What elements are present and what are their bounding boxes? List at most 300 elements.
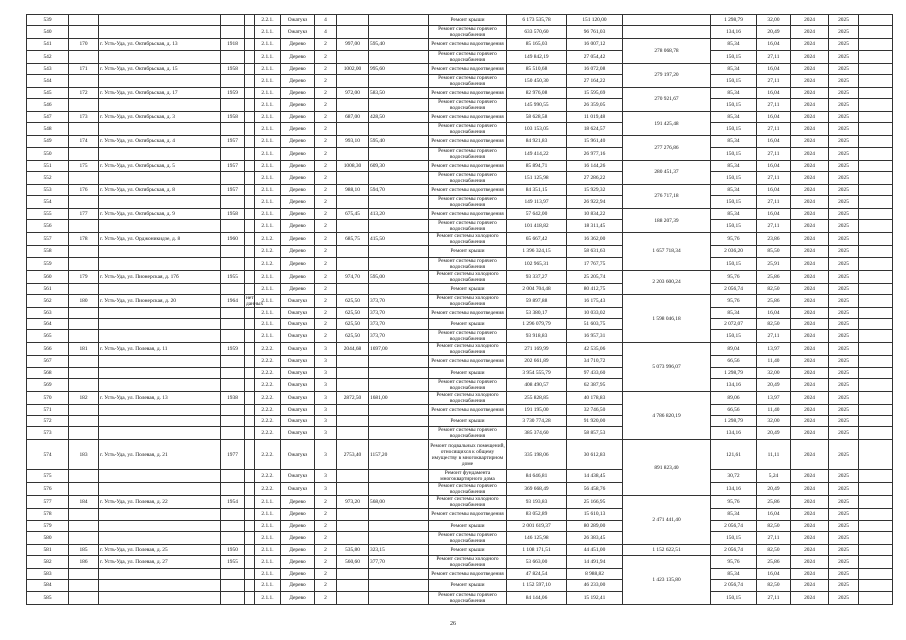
floors: 2 bbox=[315, 50, 337, 63]
total-area bbox=[337, 483, 369, 496]
cost-share: 96 761,03 bbox=[567, 26, 623, 39]
unit-limit: 27,11 bbox=[757, 220, 791, 233]
house-total: 5 073 996,07 bbox=[623, 343, 711, 392]
year-end: 2025 bbox=[829, 440, 859, 470]
living-area bbox=[369, 378, 429, 391]
extra-note bbox=[245, 123, 255, 136]
year-end: 2025 bbox=[829, 496, 859, 509]
address: г. Усть-Уда, ул. Орджоникидзе, д. 8 bbox=[99, 233, 221, 246]
table-row bbox=[27, 544, 893, 555]
building-number bbox=[69, 404, 99, 415]
wall-material: Дерево bbox=[281, 99, 315, 112]
unit-limit: 20,49 bbox=[757, 378, 791, 391]
row-number: 550 bbox=[27, 147, 69, 160]
building-number: 177 bbox=[69, 209, 99, 220]
year-end: 2025 bbox=[829, 99, 859, 112]
extra-note bbox=[245, 87, 255, 98]
unit-limit: 16,04 bbox=[757, 136, 791, 147]
page-number: 26 bbox=[450, 621, 456, 627]
work-code: 2.1.1. bbox=[255, 209, 281, 220]
row-number: 541 bbox=[27, 39, 69, 50]
trailing-cell bbox=[859, 220, 893, 233]
year-start: 2024 bbox=[791, 427, 829, 440]
table-row bbox=[27, 112, 893, 123]
build-year bbox=[221, 99, 245, 112]
unit-cost: 134,16 bbox=[711, 26, 757, 39]
row-number: 544 bbox=[27, 74, 69, 87]
trailing-cell bbox=[859, 343, 893, 356]
row-number: 561 bbox=[27, 283, 69, 294]
year-start: 2024 bbox=[791, 356, 829, 367]
cost-share: 15 610,13 bbox=[567, 509, 623, 520]
work-cost: 82 976,08 bbox=[507, 87, 567, 98]
work-cost: 3 954 555,79 bbox=[507, 367, 567, 378]
cost-share: 16 957,31 bbox=[567, 330, 623, 343]
year-end: 2025 bbox=[829, 520, 859, 531]
address: г. Усть-Уда, ул. Октябрьская, д. 3 bbox=[99, 112, 221, 123]
total-area bbox=[337, 569, 369, 580]
building-number bbox=[69, 520, 99, 531]
floors: 2 bbox=[315, 74, 337, 87]
trailing-cell bbox=[859, 404, 893, 415]
work-cost: 335 198,06 bbox=[507, 440, 567, 470]
building-number bbox=[69, 591, 99, 604]
work-cost: 93 918,83 bbox=[507, 330, 567, 343]
address: г. Усть-Уда, ул. Октябрьская, д. 17 bbox=[99, 87, 221, 98]
wall-material: Дерево bbox=[281, 544, 315, 555]
wall-material: Дерево bbox=[281, 74, 315, 87]
year-start: 2024 bbox=[791, 343, 829, 356]
table-row bbox=[27, 356, 893, 367]
building-number: 174 bbox=[69, 136, 99, 147]
cost-share: 40 178,83 bbox=[567, 391, 623, 404]
work-cost: 2 004 704,48 bbox=[507, 283, 567, 294]
address bbox=[99, 483, 221, 496]
trailing-cell bbox=[859, 196, 893, 209]
build-year: 1977 bbox=[221, 440, 245, 470]
build-year bbox=[221, 319, 245, 330]
extra-note bbox=[245, 257, 255, 270]
table-row bbox=[27, 416, 893, 427]
building-number bbox=[69, 74, 99, 87]
year-end: 2025 bbox=[829, 330, 859, 343]
build-year bbox=[221, 147, 245, 160]
table-row bbox=[27, 520, 893, 531]
extra-note bbox=[245, 580, 255, 591]
year-end: 2025 bbox=[829, 147, 859, 160]
address bbox=[99, 74, 221, 87]
cost-share: 27 164,22 bbox=[567, 74, 623, 87]
work-type: Ремонт системы водоотведения bbox=[429, 509, 507, 520]
work-type: Ремонт крыши bbox=[429, 520, 507, 531]
wall-material: Дерево bbox=[281, 270, 315, 283]
extra-note bbox=[245, 50, 255, 63]
total-area bbox=[337, 427, 369, 440]
unit-cost: 1 298,79 bbox=[711, 367, 757, 378]
work-code: 2.1.1. bbox=[255, 591, 281, 604]
table-row bbox=[27, 15, 893, 26]
wall-material: Дерево bbox=[281, 233, 315, 246]
floors: 3 bbox=[315, 356, 337, 367]
living-area bbox=[369, 591, 429, 604]
table-row bbox=[27, 556, 893, 569]
table-row bbox=[27, 196, 893, 209]
year-end: 2025 bbox=[829, 39, 859, 50]
building-number bbox=[69, 196, 99, 209]
unit-limit: 25,86 bbox=[757, 294, 791, 307]
total-area: 997,00 bbox=[337, 39, 369, 50]
trailing-cell bbox=[859, 147, 893, 160]
unit-limit: 16,04 bbox=[757, 209, 791, 220]
table-row bbox=[27, 531, 893, 544]
total-area bbox=[337, 356, 369, 367]
year-end: 2025 bbox=[829, 531, 859, 544]
work-type: Ремонт подвальных помещений, относящихся к общему имуществу в многоквартирном доме bbox=[429, 440, 507, 470]
unit-limit: 16,04 bbox=[757, 160, 791, 171]
cost-share: 62 387,95 bbox=[567, 378, 623, 391]
work-code: 2.2.1. bbox=[255, 15, 281, 26]
trailing-cell bbox=[859, 136, 893, 147]
floors: 3 bbox=[315, 470, 337, 483]
total-area bbox=[337, 147, 369, 160]
address: г. Усть-Уда, ул. Октябрьская, д. 15 bbox=[99, 63, 221, 74]
work-type: Ремонт системы горячего водоснабжения bbox=[429, 50, 507, 63]
work-cost: 84 144,06 bbox=[507, 591, 567, 604]
building-number: 170 bbox=[69, 39, 99, 50]
wall-material: Ожатукз bbox=[281, 483, 315, 496]
unit-limit: 82,50 bbox=[757, 319, 791, 330]
wall-material: Дерево bbox=[281, 112, 315, 123]
table-row bbox=[27, 591, 893, 604]
year-start: 2024 bbox=[791, 470, 829, 483]
work-cost: 85 510,68 bbox=[507, 63, 567, 74]
trailing-cell bbox=[859, 26, 893, 39]
year-start: 2024 bbox=[791, 26, 829, 39]
extra-note bbox=[245, 356, 255, 367]
extra-note bbox=[245, 544, 255, 555]
cost-share: 18 311,45 bbox=[567, 220, 623, 233]
unit-cost: 150,15 bbox=[711, 147, 757, 160]
address bbox=[99, 580, 221, 591]
unit-cost: 150,15 bbox=[711, 50, 757, 63]
living-area bbox=[369, 531, 429, 544]
unit-limit: 32,00 bbox=[757, 416, 791, 427]
floors: 2 bbox=[315, 509, 337, 520]
year-start: 2024 bbox=[791, 544, 829, 555]
table-row bbox=[27, 580, 893, 591]
unit-limit: 82,50 bbox=[757, 520, 791, 531]
table-row bbox=[27, 391, 893, 404]
work-cost: 83 052,89 bbox=[507, 509, 567, 520]
unit-limit: 27,11 bbox=[757, 330, 791, 343]
build-year: 1955 bbox=[221, 270, 245, 283]
wall-material: Ожатукз bbox=[281, 15, 315, 26]
floors: 2 bbox=[315, 556, 337, 569]
row-number: 551 bbox=[27, 160, 69, 171]
work-cost: 191 195,00 bbox=[507, 404, 567, 415]
work-type: Ремонт крыши bbox=[429, 367, 507, 378]
work-type: Ремонт системы водоотведения bbox=[429, 307, 507, 318]
year-end: 2025 bbox=[829, 356, 859, 367]
row-number: 583 bbox=[27, 569, 69, 580]
trailing-cell bbox=[859, 556, 893, 569]
wall-material: Дерево bbox=[281, 580, 315, 591]
unit-cost: 134,16 bbox=[711, 483, 757, 496]
year-end: 2025 bbox=[829, 233, 859, 246]
wall-material: Дерево bbox=[281, 569, 315, 580]
row-number: 539 bbox=[27, 15, 69, 26]
living-area: 428,50 bbox=[369, 112, 429, 123]
year-start: 2024 bbox=[791, 509, 829, 520]
unit-cost: 85,34 bbox=[711, 509, 757, 520]
wall-material: Ожатукз bbox=[281, 26, 315, 39]
document-page bbox=[26, 14, 892, 605]
building-number: 179 bbox=[69, 270, 99, 283]
table-row bbox=[27, 257, 893, 270]
cost-share: 25 205,74 bbox=[567, 270, 623, 283]
living-area: 995,60 bbox=[369, 63, 429, 74]
year-end: 2025 bbox=[829, 184, 859, 195]
table-row bbox=[27, 509, 893, 520]
year-end: 2025 bbox=[829, 171, 859, 184]
trailing-cell bbox=[859, 356, 893, 367]
building-number bbox=[69, 319, 99, 330]
work-cost: 84 921,83 bbox=[507, 136, 567, 147]
work-type: Ремонт системы водоотведения bbox=[429, 39, 507, 50]
building-number bbox=[69, 531, 99, 544]
extra-note bbox=[245, 283, 255, 294]
unit-cost: 95,76 bbox=[711, 294, 757, 307]
work-type: Ремонт системы горячего водоснабжения bbox=[429, 171, 507, 184]
floors: 2 bbox=[315, 307, 337, 318]
building-number bbox=[69, 509, 99, 520]
row-number: 565 bbox=[27, 330, 69, 343]
row-number: 548 bbox=[27, 123, 69, 136]
row-number: 575 bbox=[27, 470, 69, 483]
table-row bbox=[27, 99, 893, 112]
building-number bbox=[69, 123, 99, 136]
building-number bbox=[69, 257, 99, 270]
living-area: 595,40 bbox=[369, 136, 429, 147]
unit-cost: 89,06 bbox=[711, 391, 757, 404]
cost-share: 44 451,00 bbox=[567, 544, 623, 555]
living-area bbox=[369, 196, 429, 209]
house-total: 1 423 135,80 bbox=[623, 556, 711, 605]
work-cost: 1 152 597,10 bbox=[507, 580, 567, 591]
work-code: 2.1.1. bbox=[255, 99, 281, 112]
wall-material: Ожатукз bbox=[281, 367, 315, 378]
address bbox=[99, 246, 221, 257]
floors: 2 bbox=[315, 270, 337, 283]
extra-note bbox=[245, 343, 255, 356]
wall-material: Дерево bbox=[281, 50, 315, 63]
work-cost: 85 165,03 bbox=[507, 39, 567, 50]
build-year: 1958 bbox=[221, 209, 245, 220]
build-year bbox=[221, 416, 245, 427]
wall-material: Дерево bbox=[281, 87, 315, 98]
work-code: 2.2.2. bbox=[255, 367, 281, 378]
row-number: 549 bbox=[27, 136, 69, 147]
work-type: Ремонт системы водоотведения bbox=[429, 569, 507, 580]
year-start: 2024 bbox=[791, 496, 829, 509]
unit-cost: 150,15 bbox=[711, 74, 757, 87]
trailing-cell bbox=[859, 470, 893, 483]
address: г. Усть-Уда, ул. Полевая, д. 11 bbox=[99, 343, 221, 356]
address bbox=[99, 123, 221, 136]
build-year: 1964 bbox=[221, 294, 245, 307]
total-area: 675,45 bbox=[337, 209, 369, 220]
trailing-cell bbox=[859, 246, 893, 257]
work-type: Ремонт крыши bbox=[429, 246, 507, 257]
extra-note bbox=[245, 220, 255, 233]
unit-cost: 95,76 bbox=[711, 556, 757, 569]
work-type: Ремонт системы водоотведения bbox=[429, 184, 507, 195]
wall-material: Ожатукз bbox=[281, 343, 315, 356]
row-number: 557 bbox=[27, 233, 69, 246]
cost-share: 27 054,42 bbox=[567, 50, 623, 63]
unit-cost: 134,16 bbox=[711, 378, 757, 391]
row-number: 543 bbox=[27, 63, 69, 74]
trailing-cell bbox=[859, 15, 893, 26]
year-end: 2025 bbox=[829, 367, 859, 378]
extra-note bbox=[245, 196, 255, 209]
building-number bbox=[69, 50, 99, 63]
address bbox=[99, 470, 221, 483]
address bbox=[99, 15, 221, 26]
building-number bbox=[69, 416, 99, 427]
cost-share: 51 603,75 bbox=[567, 319, 623, 330]
year-start: 2024 bbox=[791, 147, 829, 160]
trailing-cell bbox=[859, 160, 893, 171]
work-cost: 1 296 079,79 bbox=[507, 319, 567, 330]
year-start: 2024 bbox=[791, 391, 829, 404]
build-year bbox=[221, 483, 245, 496]
year-start: 2024 bbox=[791, 87, 829, 98]
building-number: 185 bbox=[69, 544, 99, 555]
trailing-cell bbox=[859, 391, 893, 404]
extra-note bbox=[245, 270, 255, 283]
work-type: Ремонт системы горячего водоснабжения bbox=[429, 591, 507, 604]
year-start: 2024 bbox=[791, 15, 829, 26]
wall-material: Дерево bbox=[281, 520, 315, 531]
living-area: 373,70 bbox=[369, 294, 429, 307]
year-start: 2024 bbox=[791, 257, 829, 270]
work-code: 2.2.2. bbox=[255, 343, 281, 356]
work-code: 2.1.2. bbox=[255, 257, 281, 270]
row-number: 558 bbox=[27, 246, 69, 257]
table-row bbox=[27, 160, 893, 171]
living-area bbox=[369, 257, 429, 270]
address bbox=[99, 531, 221, 544]
address: г. Усть-Уда, ул. Полевая, д. 27 bbox=[99, 556, 221, 569]
building-number: 178 bbox=[69, 233, 99, 246]
floors: 2 bbox=[315, 184, 337, 195]
work-code: 2.1.1. bbox=[255, 87, 281, 98]
floors: 2 bbox=[315, 544, 337, 555]
build-year bbox=[221, 520, 245, 531]
living-area: 583,50 bbox=[369, 87, 429, 98]
unit-limit: 27,11 bbox=[757, 531, 791, 544]
wall-material: Дерево bbox=[281, 123, 315, 136]
unit-cost: 2 036,20 bbox=[711, 246, 757, 257]
work-code: 2.1.1. bbox=[255, 39, 281, 50]
year-start: 2024 bbox=[791, 39, 829, 50]
extra-note bbox=[245, 391, 255, 404]
building-number: 186 bbox=[69, 556, 99, 569]
year-start: 2024 bbox=[791, 74, 829, 87]
total-area bbox=[337, 416, 369, 427]
year-start: 2024 bbox=[791, 123, 829, 136]
floors: 2 bbox=[315, 531, 337, 544]
build-year bbox=[221, 307, 245, 318]
table-row bbox=[27, 74, 893, 87]
unit-limit: 82,50 bbox=[757, 580, 791, 591]
work-type: Ремонт системы горячего водоснабжения bbox=[429, 378, 507, 391]
extra-note bbox=[245, 209, 255, 220]
work-code: 2.1.1. bbox=[255, 556, 281, 569]
work-code: 2.1.1. bbox=[255, 307, 281, 318]
trailing-cell bbox=[859, 112, 893, 123]
address bbox=[99, 367, 221, 378]
row-number: 571 bbox=[27, 404, 69, 415]
extra-note bbox=[245, 330, 255, 343]
floors: 3 bbox=[315, 391, 337, 404]
work-code: 2.2.2. bbox=[255, 356, 281, 367]
wall-material: Ожатукз bbox=[281, 330, 315, 343]
work-code: 2.2.2. bbox=[255, 404, 281, 415]
year-end: 2025 bbox=[829, 74, 859, 87]
unit-cost: 1 298,79 bbox=[711, 15, 757, 26]
cost-share: 15 961,40 bbox=[567, 136, 623, 147]
work-cost: 150 450,30 bbox=[507, 74, 567, 87]
year-end: 2025 bbox=[829, 15, 859, 26]
address bbox=[99, 416, 221, 427]
year-end: 2025 bbox=[829, 123, 859, 136]
row-number: 579 bbox=[27, 520, 69, 531]
building-number: 176 bbox=[69, 184, 99, 195]
living-area: 415,50 bbox=[369, 233, 429, 246]
trailing-cell bbox=[859, 283, 893, 294]
year-end: 2025 bbox=[829, 319, 859, 330]
trailing-cell bbox=[859, 74, 893, 87]
row-number: 567 bbox=[27, 356, 69, 367]
work-cost: 2 001 619,37 bbox=[507, 520, 567, 531]
table-row bbox=[27, 483, 893, 496]
house-total: 270 921,67 bbox=[623, 87, 711, 111]
floors: 2 bbox=[315, 496, 337, 509]
row-number: 570 bbox=[27, 391, 69, 404]
extra-note bbox=[245, 63, 255, 74]
work-code: 2.1.1. bbox=[255, 171, 281, 184]
living-area bbox=[369, 283, 429, 294]
work-cost: 93 337,27 bbox=[507, 270, 567, 283]
table-row bbox=[27, 307, 893, 318]
wall-material: Ожатукз bbox=[281, 391, 315, 404]
cost-share: 58 857,53 bbox=[567, 427, 623, 440]
row-number: 584 bbox=[27, 580, 69, 591]
address: г. Усть-Уда, ул. Октябрьская, д. 5 bbox=[99, 160, 221, 171]
total-area: 993,10 bbox=[337, 136, 369, 147]
total-area: 625,50 bbox=[337, 319, 369, 330]
floors: 2 bbox=[315, 569, 337, 580]
cost-share: 32 746,50 bbox=[567, 404, 623, 415]
work-code: 2.1.1. bbox=[255, 196, 281, 209]
year-start: 2024 bbox=[791, 531, 829, 544]
floors: 2 bbox=[315, 112, 337, 123]
address bbox=[99, 147, 221, 160]
extra-note bbox=[245, 112, 255, 123]
build-year bbox=[221, 580, 245, 591]
